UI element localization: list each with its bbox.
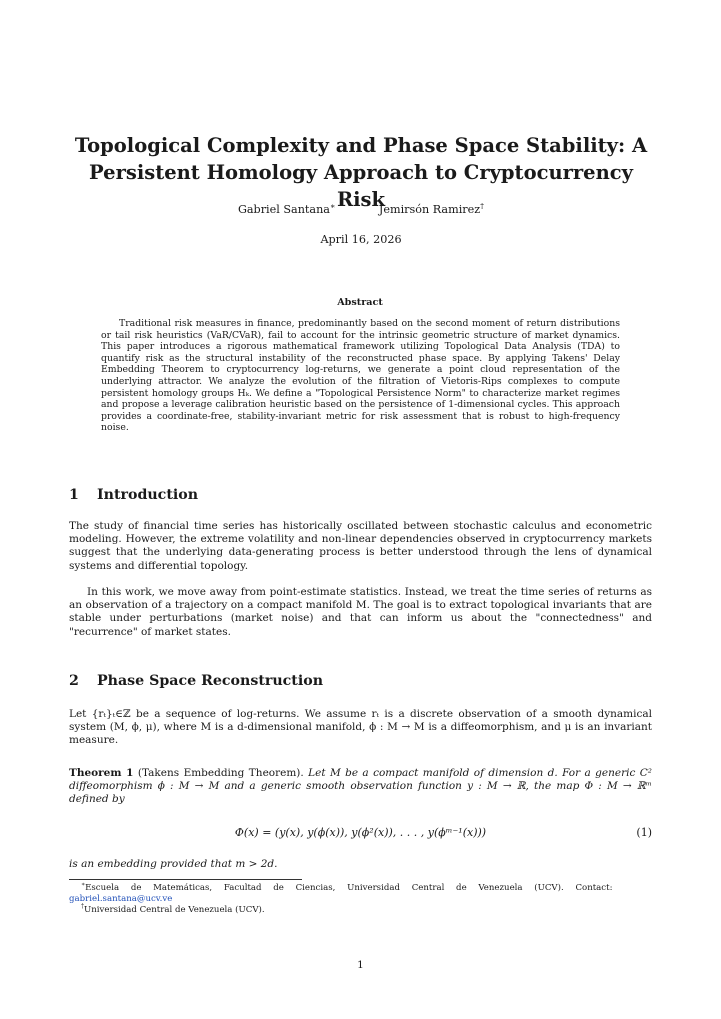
author-1-name: Gabriel Santana [237, 203, 330, 216]
page-number: 1 [357, 959, 364, 971]
equation-number: (1) [636, 826, 652, 839]
author-1-mark: ∗ [329, 201, 336, 211]
footnote-1 [69, 883, 652, 894]
footnote-2 [69, 905, 652, 916]
footnote-1-text: Escuela de Matemáticas, Facultad de Ciencias, Universidad Central de Venezuela (UCV). Contact: [85, 883, 613, 893]
section-2-number: 2 [69, 673, 79, 689]
theorem-conclusion: is an embedding provided that m > 2d. [69, 858, 278, 870]
paper-date: April 16, 2026 [320, 233, 402, 246]
author-2 [379, 203, 484, 216]
section-2-title: Phase Space Reconstruction [97, 673, 324, 689]
theorem-1 [69, 767, 652, 807]
arxiv-identifier-stamp [4, 300, 64, 690]
equation-1 [69, 826, 652, 842]
footnote-1-contact [69, 894, 652, 905]
paper-title [70, 132, 652, 213]
footnote-2-mark: † [81, 903, 85, 911]
theorem-label: Theorem 1 [69, 767, 134, 779]
title-line-2: Persistent Homology Approach to Cryptocurrency Risk [89, 161, 633, 211]
footnote-email-link[interactable]: gabriel.santana@ucv.ve [69, 894, 173, 904]
footnotes [69, 883, 652, 916]
abstract-heading: Abstract [337, 297, 383, 308]
equation-expression: Φ(x) = (y(x), y(ϕ(x)), y(ϕ²(x)), . . . , y(ϕᵐ⁻¹(x))) [234, 826, 487, 839]
section-introduction-heading [69, 487, 198, 503]
section-1-number: 1 [69, 487, 79, 503]
abstract-text: Traditional risk measures in finance, predominantly based on the second moment of return distributions or tail risk heuristics (VaR/CVaR), fail to account for the intrinsic geometric structure of market dynamics. This paper introduces a rigorous mathematical framework utilizing Topological Data Analysis (TDA) to quantify risk as the structural instability of the reconstructed phase space. By applying Takens' Delay Embedding Theorem to cryptocurrency log-returns, we generate a point cloud representation of the underlying attractor. We analyze the evolution of the filtration of Vietoris-Rips complexes to compute persistent homology groups Hₖ. We define a "Topological Persistence Norm" to characterize market regimes and propose a leverage calibration heuristic based on the persistence of 1-dimensional cycles. This approach provides a coordinate-free, stability-invariant metric for risk assessment that is robust to high-frequency noise. [101, 318, 620, 434]
footnote-1-mark: ∗ [81, 881, 86, 889]
author-2-name: Jemirsón Ramirez [378, 203, 481, 216]
phase-space-paragraph: Let {rₜ}ₜ∈ℤ be a sequence of log-returns. We assume rₜ is a discrete observation of a smooth dynamical system (M, ϕ, μ), where M is a d-dimensional manifold, ϕ : M → M is a diffeomorphism, and μ is an invariant measure. [69, 708, 652, 747]
author-2-mark: † [480, 201, 485, 211]
theorem-name: (Takens Embedding Theorem). [137, 767, 304, 779]
footnote-rule [69, 879, 302, 880]
section-1-title: Introduction [97, 487, 199, 503]
author-1 [238, 203, 335, 216]
section-phase-space-heading [69, 673, 323, 689]
intro-paragraph-2: In this work, we move away from point-estimate statistics. Instead, we treat the time series of returns as an observation of a trajectory on a compact manifold M. The goal is to extract topological invariants that are stable under perturbations (market noise) and that can inform us about the "connectedness" and "recurrence" of market states. [69, 586, 652, 638]
intro-paragraph-1: The study of financial time series has historically oscillated between stochastic calculus and econometric modeling. However, the extreme volatility and non-linear dependencies observed in cryptocurrency markets suggest that the underlying data-generating process is better understood through the lens of dynamical systems and differential topology. [69, 520, 652, 572]
footnote-2-text: Universidad Central de Venezuela (UCV). [84, 905, 265, 915]
title-line-1: Topological Complexity and Phase Space Stability: A [74, 134, 648, 157]
theorem-statement: Let M be a compact manifold of dimension d. For a generic C² diffeomorphism ϕ : M → M and a generic smooth observation function y : M → ℝ, the map Φ : M → ℝᵐ defined by [69, 767, 652, 806]
author-list [70, 203, 652, 216]
